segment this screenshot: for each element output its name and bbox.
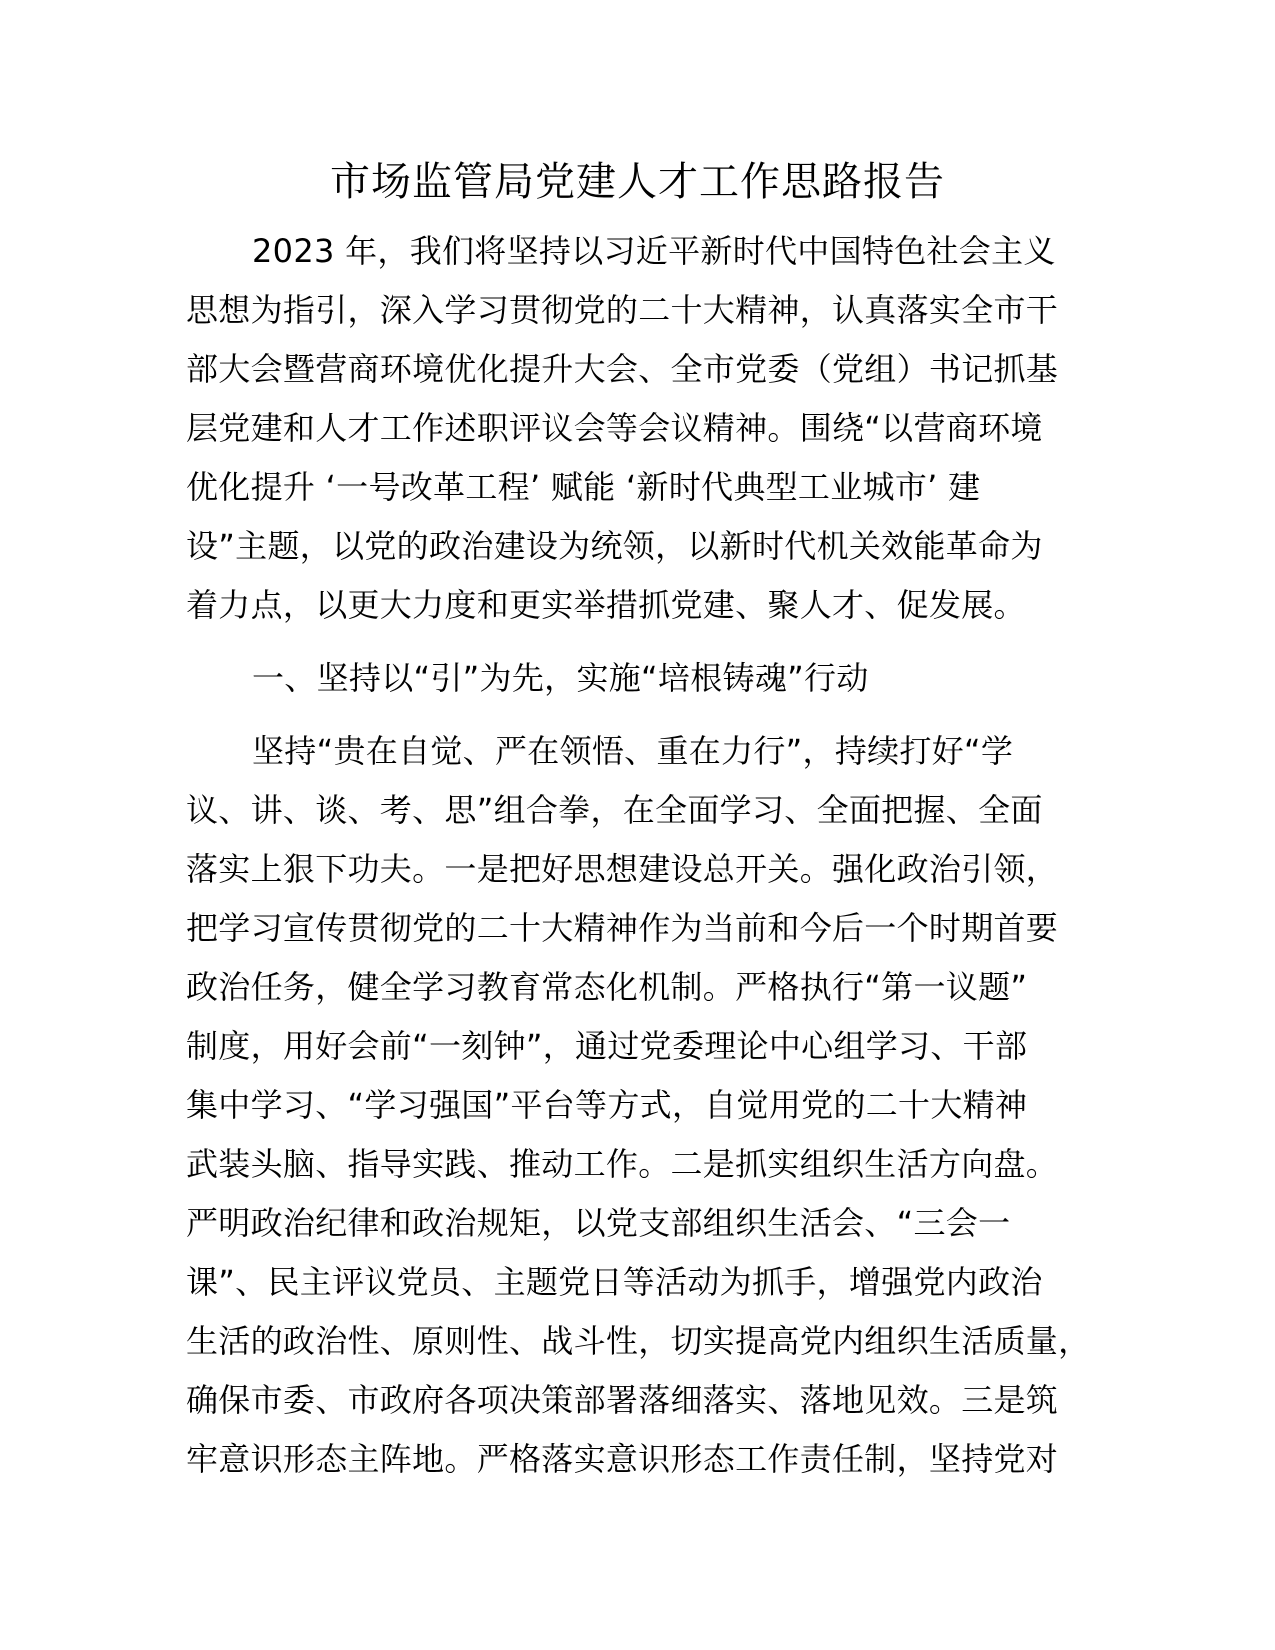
paragraph-intro (186, 222, 1106, 635)
text-line: 落实上狠下功夫。一是把好思想建设总开关。强化政治引领， (186, 850, 1059, 888)
paragraph-gap (186, 708, 1106, 722)
text-line: 设”主题，以党的政治建设为统领，以新时代机关效能革命为 (186, 527, 1043, 565)
text-line: 政治任务，健全学习教育常态化机制。严格执行“第一议题” (186, 968, 1028, 1006)
document-title: 市场监管局党建人才工作思路报告 (330, 159, 945, 205)
text-line: 集中学习、“学习强国”平台等方式，自觉用党的二十大精神 (186, 1086, 1028, 1124)
text-line: 把学习宣传贯彻党的二十大精神作为当前和今后一个时期首要 (186, 909, 1059, 947)
paragraph-section-1 (186, 722, 1106, 1489)
text-line: 严明政治纪律和政治规矩，以党支部组织生活会、“三会一 (186, 1204, 1011, 1242)
text-line: 议、讲、谈、考、思”组合拳，在全面学习、全面把握、全面 (186, 791, 1043, 829)
text-line: 课”、民主评议党员、主题党日等活动为抓手，增强党内政治 (186, 1263, 1043, 1301)
text-line: 牢意识形态主阵地。严格落实意识形态工作责任制，坚持党对 (186, 1440, 1059, 1478)
text-line: 坚持“贵在自觉、严在领悟、重在力行”，持续打好“学 (252, 732, 1014, 770)
section-heading-1 (186, 649, 1106, 708)
text-line: 生活的政治性、原则性、战斗性，切实提高党内组织生活质量， (186, 1322, 1091, 1360)
text-line: 优化提升 ‘一号改革工程’ 赋能 ‘新时代典型工业城市’ 建 (186, 468, 981, 506)
text-line: 着力点，以更大力度和更实举措抓党建、聚人才、促发展。 (186, 586, 1026, 624)
text-line: 层党建和人才工作述职评议会等会议精神。围绕“以营商环境 (186, 409, 1043, 447)
text-line: 部大会暨营商环境优化提升大会、全市党委（党组）书记抓基 (186, 350, 1059, 388)
text-line: 2023 年，我们将坚持以习近平新时代中国特色社会主义 (252, 232, 1056, 270)
text-line: 武装头脑、指导实践、推动工作。二是抓实组织生活方向盘。 (186, 1145, 1059, 1183)
text-line: 制度，用好会前“一刻钟”，通过党委理论中心组学习、干部 (186, 1027, 1028, 1065)
text-line: 确保市委、市政府各项决策部署落细落实、落地见效。三是筑 (186, 1381, 1059, 1419)
text-line: 思想为指引，深入学习贯彻党的二十大精神，认真落实全市干 (186, 291, 1059, 329)
paragraph-gap (186, 635, 1106, 649)
section-heading-text: 一、坚持以“引”为先，实施“培根铸魂”行动 (252, 659, 869, 697)
document-body (186, 222, 1106, 1489)
